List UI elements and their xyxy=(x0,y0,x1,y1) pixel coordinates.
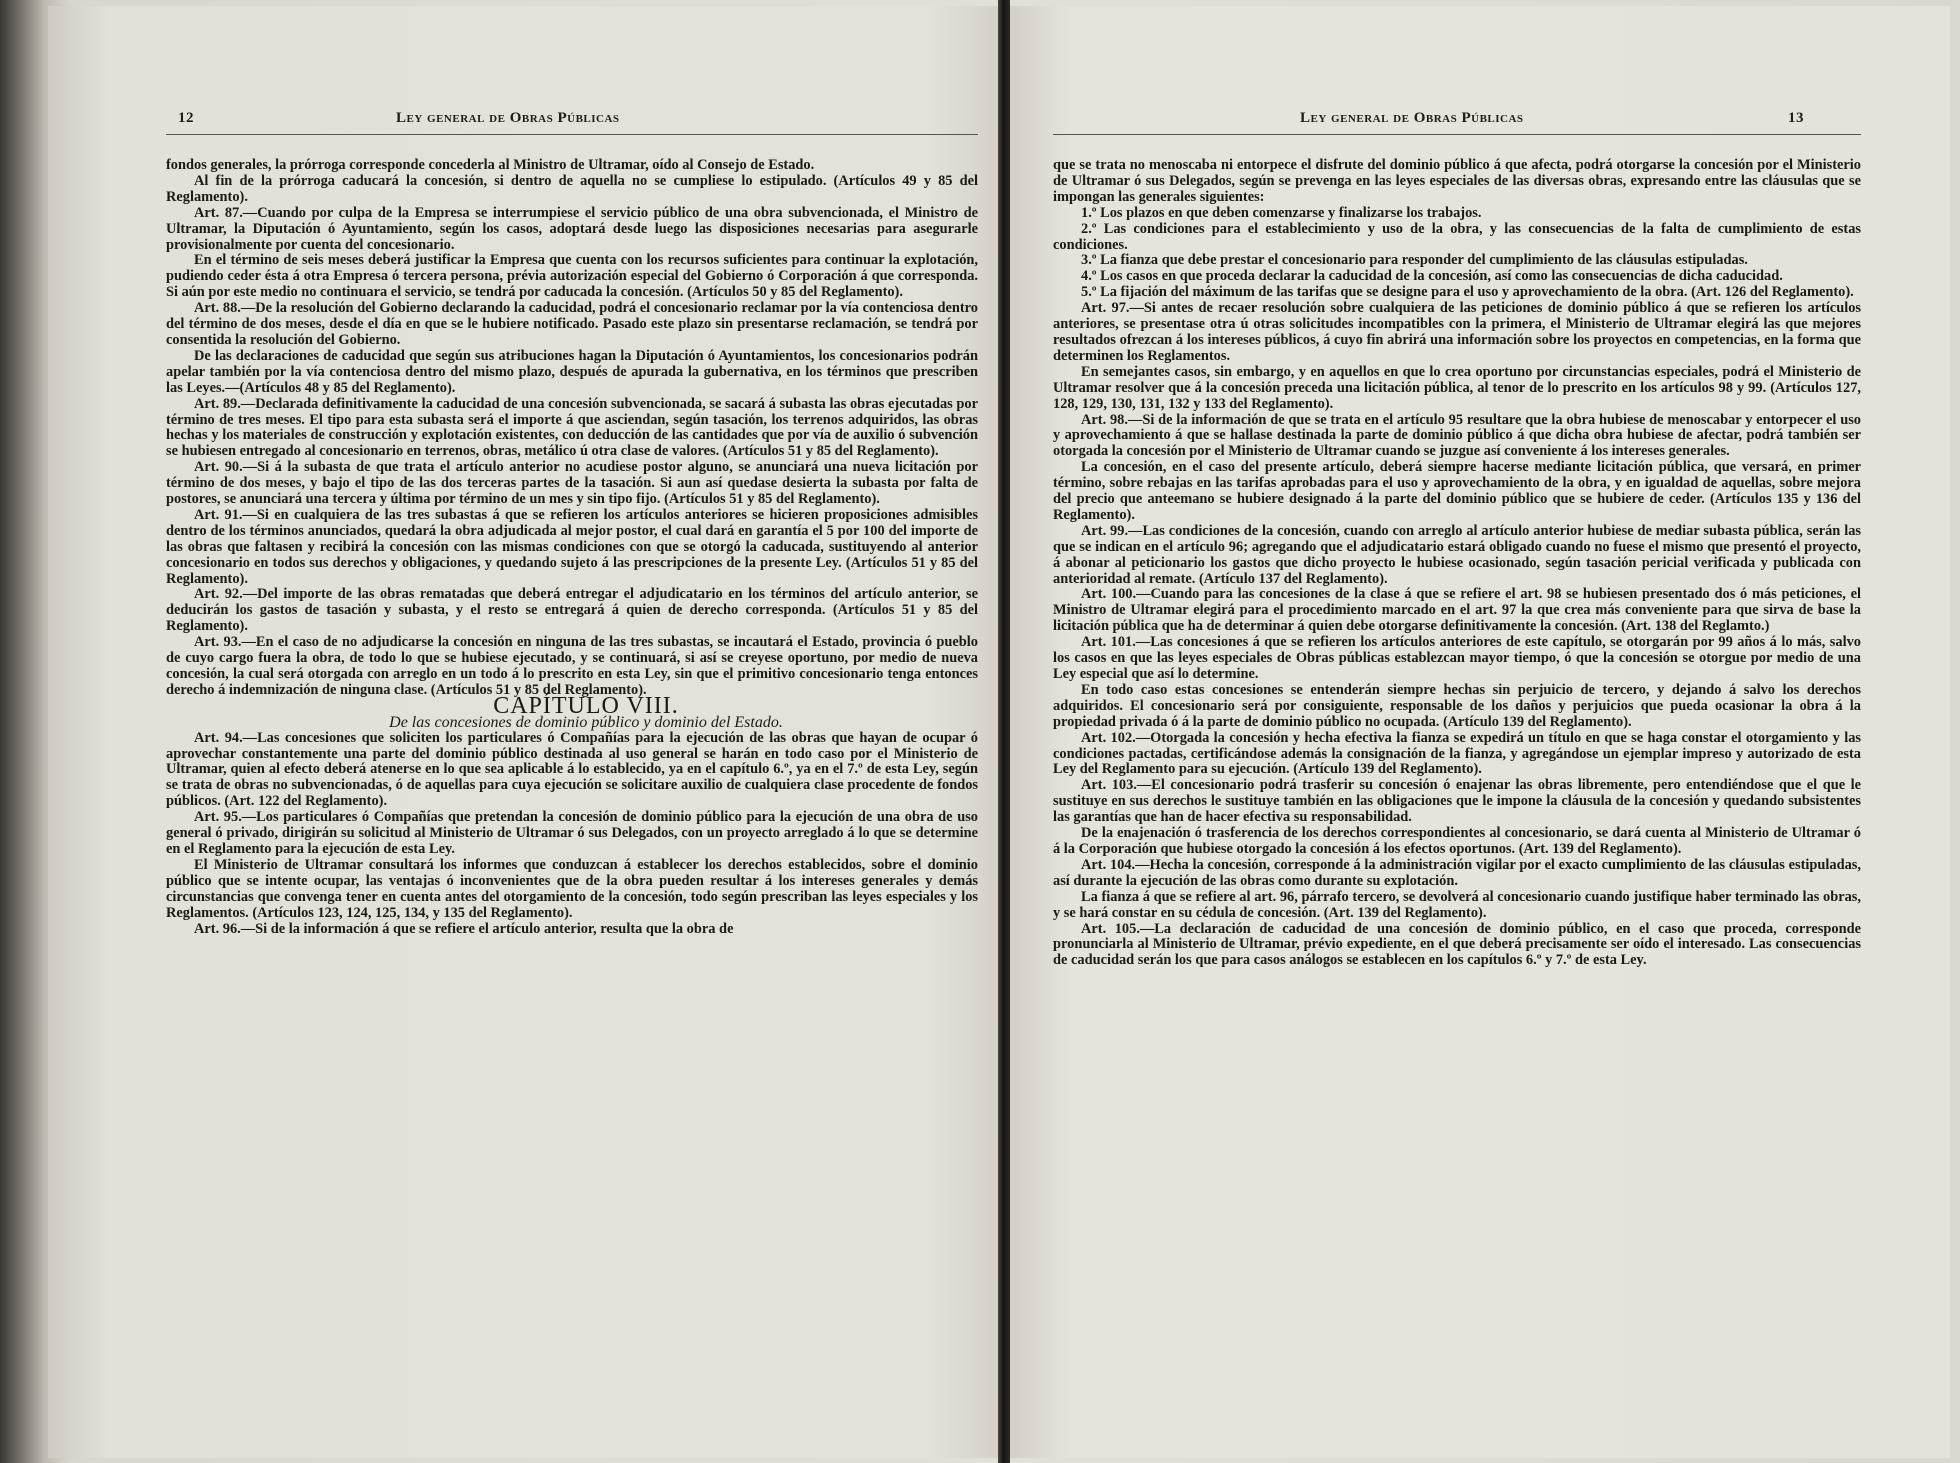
left-running-title: Ley general de Obras Públicas xyxy=(396,110,620,126)
chapter-subtitle: De las concesiones de dominio público y dominio del Estado. xyxy=(389,713,783,731)
right-page-number: 13 xyxy=(1788,110,1804,126)
left-header-rule xyxy=(166,134,978,135)
paragraph: 4.º Los casos en que proceda declarar la caducidad de la concesión, así como las consecuencias de dicha caducidad. xyxy=(1081,268,1783,285)
paragraph: Art. 91.—Si en cualquiera de las tres subastas á que se refieren los artículos anteriores se hicieren proposiciones admisibles dentro de los términos anunciados, quedará la obra adjudicada al mejor postor, el cual dará en garantía el 5 por 100 del importe de las obras que faltasen y recibirá la concesión con las mismas condiciones con que se otorgó la caducada, sustituyendo al anterior concesionario en todos sus derechos y obligaciones, y quedando sujeto á las prescripciones de la presente Ley. (Artículos 51 y 85 del Reglamento). xyxy=(166,506,978,587)
paragraph: Art. 93.—En el caso de no adjudicarse la concesión en ninguna de las tres subastas, se incautará el Estado, provincia ó pueblo de cuyo cargo fuera la obra, de todo lo que se hubiese ejecutado, y se continuará, si así se creyese oportuno, por medio de nueva concesión, la cual será otorgada con arreglo en un todo á lo prescrito en esta Ley, sin que el primitivo concesionario tenga entonces derecho á indemnización de ninguna clase. (Artículos 51 y 85 del Reglamento). xyxy=(166,634,978,698)
paragraph: Art. 100.—Cuando para las concesiones de la clase á que se refiere el art. 98 se hubiesen presentado dos ó más peticiones, el Ministro de Ultramar elegirá para el procedimiento marcado en el art. 97 la que crea más conveniente para que sirva de base la licitación pública que ha de determinar á quien debe otorgarse definitivamente la concesión. (Art. 138 del Reglamto.) xyxy=(1053,586,1861,635)
left-page xyxy=(48,6,998,1458)
paragraph: Art. 102.—Otorgada la concesión y hecha efectiva la fianza se expedirá un título en que se haga constar el otorgamiento y las condiciones pactadas, certificándose además la consignación de la fianza, y agregándose un ejemplar impreso y autorizado de esta Ley del Reglamento para su ejecución. (Artículo 139 del Reglamento). xyxy=(1053,729,1861,778)
paragraph: Art. 90.—Si á la subasta de que trata el artículo anterior no acudiese postor alguno, se anunciará una nueva licitación por término de dos meses, y bajo el tipo de las dos terceras partes de la tasación. Si aun así quedase desierta la subasta por falta de postores, se anunciará una tercera y última por término de un mes y sin tipo fijo. (Artículos 51 y 85 del Reglamento). xyxy=(166,459,978,508)
paragraph: En todo caso estas concesiones se entenderán siempre hechas sin perjuicio de tercero, y dejando á salvo los derechos adquiridos. El concesionario será por consiguiente, responsable de los daños y perjuicios que pueda ocasionar la obra á la propiedad privada ó á la parte de dominio público no ocupada. (Artículo 139 del Reglamento). xyxy=(1053,681,1861,730)
paragraph: Art. 95.—Los particulares ó Compañías que pretendan la concesión de dominio público para la ejecución de una obra de uso general ó privado, dirigirán su solicitud al Ministerio de Ultramar ó sus Delegados, con un proyecto arreglado á lo que se determine en el Reglamento para la ejecución de esta Ley. xyxy=(166,809,978,857)
paragraph: Art. 94.—Las concesiones que soliciten los particulares ó Compañías para la ejecución de las obras que hayan de ocupar ó aprovechar constantemente una parte del dominio público destinada al uso general se harán en todo caso por el Ministerio de Ultramar, quien al efecto deberá atenerse en lo que sea aplicable á lo establecido, ya en el capítulo 6.º, ya en el 7.º de esta Ley, según se trata de obras no subvencionadas, ó de aquellas para cuya ejecución se solicitare auxilio de cualquiera clase procedente de fondos públicos. (Art. 122 del Reglamento). xyxy=(166,729,978,810)
paragraph: 2.º Las condiciones para el establecimiento y uso de la obra, y las consecuencias de la falta de cumplimiento de estas condiciones. xyxy=(1053,220,1861,253)
paragraph: que se trata no menoscaba ni entorpece el disfrute del dominio público á que afecta, podrá otorgarse la concesión por el Ministerio de Ultramar ó sus Delegados, según se prevenga en las leyes especiales de las diversas obras, expresando entre las cláusulas que se impongan las generales siguientes: xyxy=(1053,157,1861,205)
paragraph: La fianza á que se refiere al art. 96, párrafo tercero, se devolverá al concesionario cuando justifique haber terminado las obras, y se hará constar en su cédula de concesión. (Art. 139 del Reglamento). xyxy=(1053,888,1861,921)
paragraph: El Ministerio de Ultramar consultará los informes que conduzcan á establecer los derechos establecidos, sobre el dominio público que se intente ocupar, las ventajas ó inconvenientes que de la obra pueden resultar á los intereses generales y demás circunstancias que convenga tener en cuenta antes del otorgamiento de la concesión, todo según prescriban las leyes especiales y los Reglamentos. (Artículos 123, 124, 125, 134, y 135 del Reglamento). xyxy=(166,856,978,921)
paragraph: Art. 99.—Las condiciones de la concesión, cuando con arreglo al artículo anterior hubiese de mediar subasta pública, serán las que se indican en el artículo 96; agregando que el adjudicatario estará obligado cuando no fuese el mismo que presentó el proyecto, á abonar al peticionario los gastos que dicho proyecto le hubiese ocasionado, según tasación pericial verificada y publicada con anterioridad al remate. (Artículo 137 del Reglamento). xyxy=(1053,522,1861,587)
paragraph: fondos generales, la prórroga corresponde concederla al Ministro de Ultramar, oído al Consejo de Estado. xyxy=(166,157,815,173)
left-page-number: 12 xyxy=(178,110,194,126)
paragraph: Art. 105.—La declaración de caducidad de una concesión de dominio público, en el caso que proceda, corresponde pronunciarla al Ministerio de Ultramar, prévio expediente, en el que deberá precisamente ser oído el interesado. Las consecuencias de caducidad serán los que para casos análogos se establecen en los capítulos 6.º y 7.º de esta Ley. xyxy=(1053,920,1861,969)
paragraph: 3.º La fianza que debe prestar el concesionario para responder del cumplimiento de las cláusulas estipuladas. xyxy=(1081,252,1748,269)
paragraph: En el término de seis meses deberá justificar la Empresa que cuenta con los recursos suficientes para continuar la explotación, pudiendo ceder ésta á otra Empresa ó tercera persona, prévia autorización especial del Gobierno ó Corporación á que corresponda. Si aún por este medio no continuara el servicio, se tendrá por caducada la concesión. (Artículos 50 y 85 del Reglamento). xyxy=(166,252,978,301)
paragraph: Art. 92.—Del importe de las obras rematadas que deberá entregar el adjudicatario en los términos del artículo anterior, se deducirán los gastos de tasación y subasta, y el resto se entregará á quien de derecho corresponda. (Artículos 51 y 85 del Reglamento). xyxy=(166,586,978,635)
paragraph: Art. 87.—Cuando por culpa de la Empresa se interrumpiese el servicio público de una obra subvencionada, el Ministro de Ultramar, la Diputación ó Ayuntamiento, según los casos, adoptará desde luego las disposiciones necesarias para asegurarle provisionalmente por cuenta del concesionario. xyxy=(166,204,978,253)
left-running-head xyxy=(48,110,998,132)
paragraph: Art. 104.—Hecha la concesión, corresponde á la administración vigilar por el exacto cumplimiento de las cláusulas estipuladas, así durante la ejecución de las obras como durante su explotación. xyxy=(1053,856,1861,889)
paragraph: De las declaraciones de caducidad que según sus atribuciones hagan la Diputación ó Ayuntamientos, los concesionarios podrán apelar también por la vía contenciosa dentro del mismo plazo, después de apurada la gubernativa, en los términos que prescriben las Leyes.—(Artículos 48 y 85 del Reglamento). xyxy=(166,347,978,396)
paragraph: Art. 97.—Si antes de recaer resolución sobre cualquiera de las peticiones de dominio público á que se refieren los artículos anteriores, se presentase otra ú otras solicitudes incompatibles con la primera, el Ministerio de Ultramar elegirá las que mejores resultados ofrezcan á los intereses públicos, á cuyo fin abrirá una información sobre los proyectos en competencias, en la forma que determinen los Reglamentos. xyxy=(1053,300,1861,364)
right-running-title: Ley general de Obras Públicas xyxy=(1300,110,1524,126)
paragraph: En semejantes casos, sin embargo, y en aquellos en que lo crea oportuno por circunstancias especiales, podrá el Ministerio de Ultramar resolver que á la concesión preceda una licitación pública, al tenor de lo prescrito en los artículos 98 y 99. (Artículos 127, 128, 129, 130, 131, 132 y 133 del Reglamento). xyxy=(1053,363,1861,412)
paragraph: Art. 101.—Las concesiones á que se refieren los artículos anteriores de este capítulo, se otorgarán por 99 años á lo más, salvo los casos en que las leyes especiales de Obras públicas establezcan mayor tiempo, ó que la concesión se otorgue por medio de una Ley especial que así lo determine. xyxy=(1053,634,1861,682)
paragraph: Art. 98.—Si de la información de que se trata en el artículo 95 resultare que la obra hubiese de menoscabar y entorpecer el uso y aprovechamiento á que se hallase destinada la parte de dominio público á que dicha obra hubiese de afectar, podrá también ser otorgada la concesión por el Ministerio de Ultramar cuando se juzgue así conveniente á los intereses generales. xyxy=(1053,411,1861,460)
paragraph: Art. 89.—Declarada definitivamente la caducidad de una concesión subvencionada, se sacará á subasta las obras ejecutadas por término de tres meses. El tipo para esta subasta será el importe á que asciendan, según tasación, los terrenos adquiridos, las obras hechas y los materiales de construcción y explotación existentes, con deducción de las cantidades que por vía de auxilio ó subvención se hubiesen entregado al concesionario en terrenos, obras, metálico ú otra clase de valores. (Artículos 51 y 85 del Reglamento). xyxy=(166,395,978,460)
paragraph: Al fin de la prórroga caducará la concesión, si dentro de aquella no se cumpliese lo estipulado. (Artículos 49 y 85 del Reglamento). xyxy=(166,172,978,205)
right-body-text xyxy=(1053,158,1861,969)
right-header-rule xyxy=(1053,134,1861,135)
right-page xyxy=(1010,6,1950,1458)
paragraph: La concesión, en el caso del presente artículo, deberá siempre hacerse mediante licitación pública, que versará, en primer término, sobre rebajas en las tarifas aprobadas para el uso y aprovechamiento de la obra, y en igualdad de aquellas, sobre mejora del precio que anteemano se hubiere designado á la parte del dominio público que se hubiere de ceder. (Artículos 135 y 136 del Reglamento). xyxy=(1053,459,1861,523)
paragraph: 1.º Los plazos en que deben comenzarse y finalizarse los trabajos. xyxy=(1081,204,1482,221)
paragraph: Art. 103.—El concesionario podrá trasferir su concesión ó enajenar las obras libremente, pero entendiéndose que el que le sustituye en sus derechos le sustituye también en las obligaciones que le impone la cláusula de la concesión y quedando subsistentes las garantías que han de hacer efectiva su responsabilidad. xyxy=(1053,777,1861,826)
paragraph: Art. 96.—Si de la información á que se refiere el artículo anterior, resulta que la obra de xyxy=(194,920,734,937)
paragraph: 5.º La fijación del máximum de las tarifas que se designe para el uso y aprovechamiento de la obra. (Art. 126 del Reglamento). xyxy=(1081,284,1854,301)
right-running-head xyxy=(1010,110,1950,132)
book-gutter xyxy=(998,0,1010,1463)
paragraph: Art. 88.—De la resolución del Gobierno declarando la caducidad, podrá el concesionario reclamar por la vía contenciosa dentro del término de dos meses, desde el día en que se le hubiere notificado. Pasado este plazo sin presentarse reclamación, se tendrá por consentida la resolución del Gobierno. xyxy=(166,300,978,348)
paragraph: De la enajenación ó trasferencia de los derechos correspondientes al concesionario, se dará cuenta al Ministerio de Ultramar ó á la Corporación que hubiese otorgado la concesión á los efectos oportunos. (Art. 139 del Reglamento). xyxy=(1053,825,1861,857)
chapter-heading: CAPÍTULO VIII. xyxy=(493,692,679,719)
left-body-text xyxy=(166,158,978,937)
